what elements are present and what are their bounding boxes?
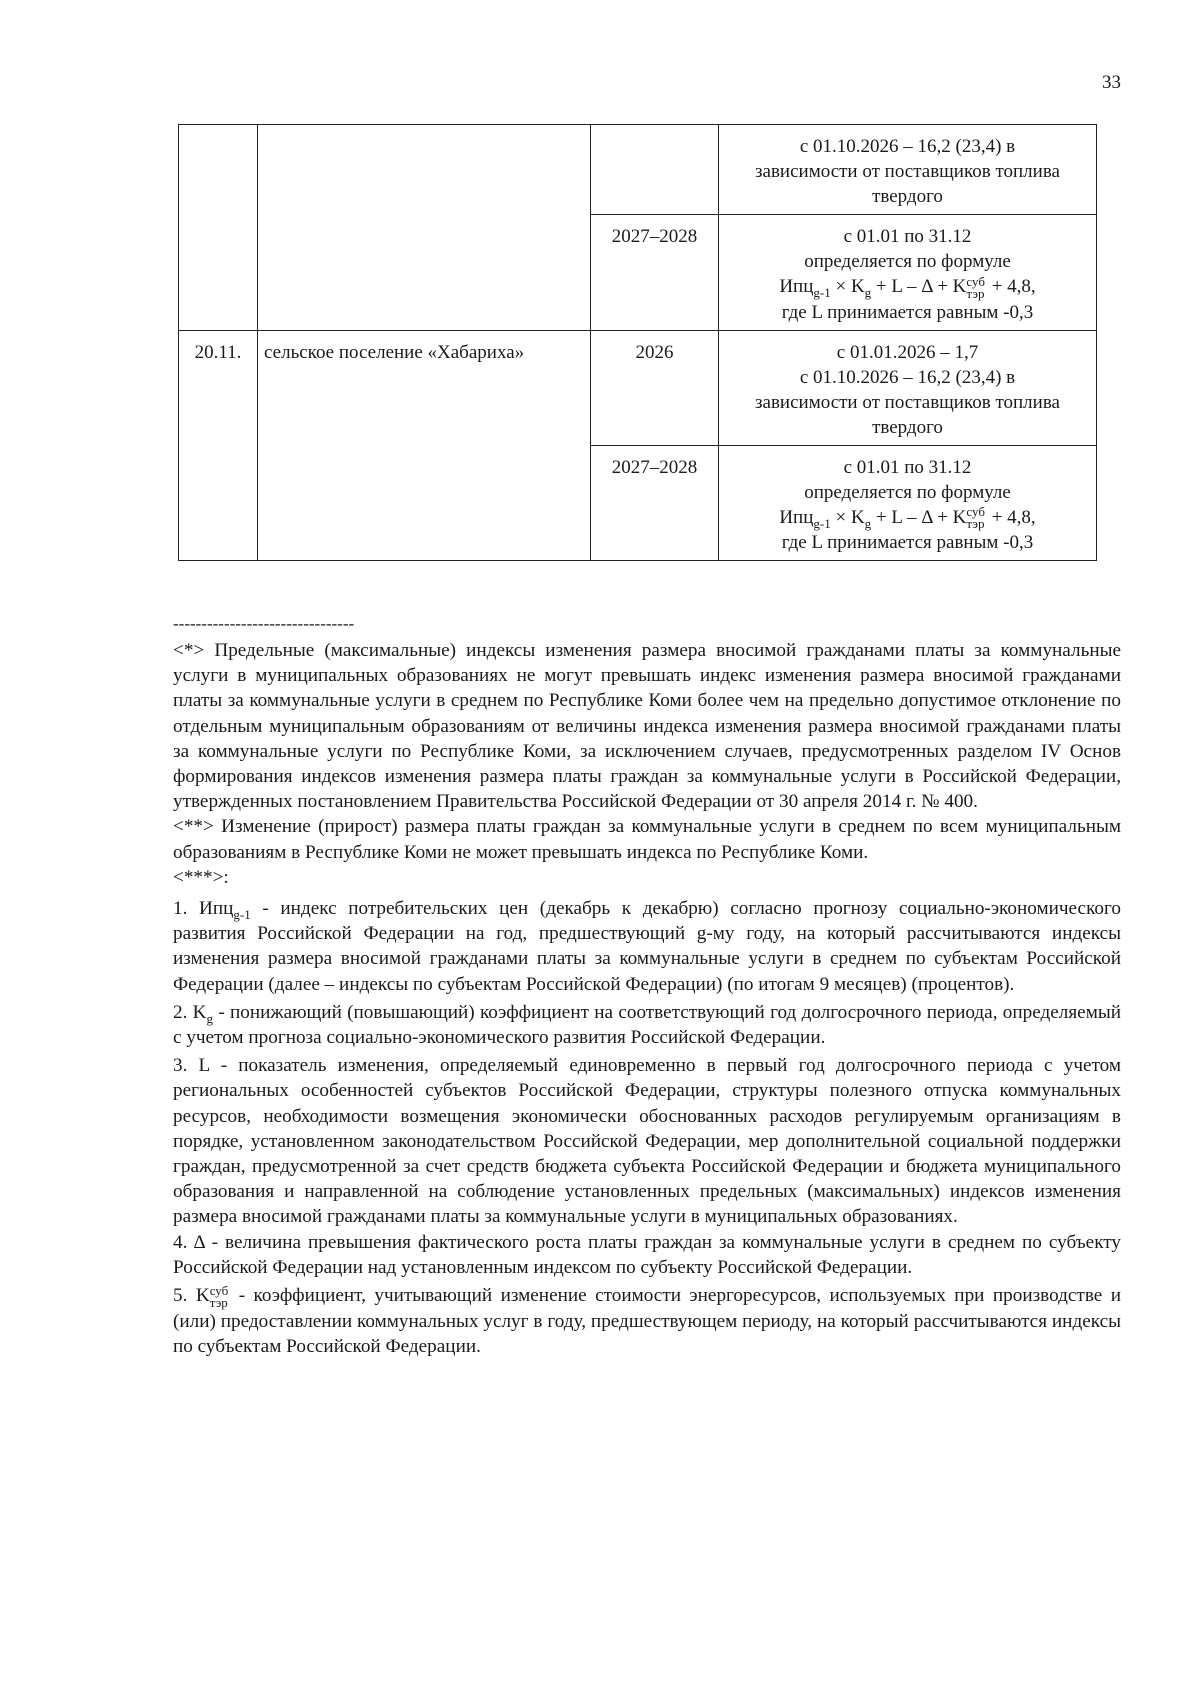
- detail-line: с 01.01 по 31.12: [843, 226, 972, 247]
- list-item-subscript: тэр: [209, 1294, 228, 1310]
- footnote-3-label: <***>:: [173, 866, 229, 888]
- detail-line: где L принимается равным -0,3: [781, 532, 1034, 554]
- detail-line: твердого: [872, 186, 943, 207]
- list-item: [173, 1000, 1121, 1050]
- table-cell-detail: [719, 445, 1097, 561]
- list-item: 3. L - показатель изменения, определяемый единовременно в первый год долгосрочного периода с учетом региональных особенностей субъектов Российской Федерации, структуры полезного отпуска коммунальных ресурсов, необходимости возмещения экономически обоснованных расходов регулируемым организациям в порядке, установленном законодательством Российской Федерации, мер дополнительной социальной поддержки граждан, предусмотренной за счет средств бюджета субъекта Российской Федерации и бюджета муниципального образования и направленной на соблюдение установленных предельных (максимальных) индексов изменения размера вносимой гражданами платы за коммунальные услуги в муниципальных образованиях.: [173, 1055, 1121, 1228]
- detail-line: где L принимается равным -0,3: [781, 301, 1034, 323]
- formula-supsub: [966, 506, 985, 530]
- footnote-2: <**> Изменение (прирост) размера платы граждан за коммунальные услуги в среднем по всем муниципальным образованиям в Республике Коми не может превышать индекса по Республике Коми.: [173, 816, 1121, 863]
- table-cell-period: [591, 125, 719, 215]
- footnotes: [173, 638, 1121, 1359]
- formula-superscript: суб: [966, 273, 985, 289]
- table-row: [179, 330, 1097, 445]
- table-cell-detail: [719, 215, 1097, 331]
- formula-superscript: суб: [966, 504, 985, 520]
- detail-line: зависимости от поставщиков топлива: [755, 391, 1060, 413]
- detail-line: с 01.10.2026 – 16,2 (23,4) в: [799, 136, 1016, 157]
- table-cell-period: 2027–2028: [591, 215, 719, 331]
- table-cell-name: [258, 125, 591, 331]
- footnote-1: <*> Предельные (максимальные) индексы изменения размера вносимой гражданами платы за коммунальные услуги в муниципальных образованиях не могут превышать индекс изменения размера вносимой гражданами платы за коммунальные услуги в среднем по Республике Коми более чем на предельно допустимое отклонение по отдельным муниципальным образованиям от величины индекса изменения размера вносимой гражданами платы за коммунальные услуги по Республике Коми, за исключением случаев, предусмотренных разделом IV Основ формирования индексов изменения размера платы граждан за коммунальные услуги в Российской Федерации, утвержденных постановлением Правительства Российской Федерации от 30 апреля 2014 г. № 400.: [173, 640, 1121, 813]
- table-cell-number: [179, 125, 258, 331]
- list-item-prefix: 1. Ипц: [173, 898, 234, 920]
- formula-supsub: [966, 273, 985, 301]
- detail-line: твердого: [872, 416, 943, 438]
- list-item: 4. Δ - величина превышения фактического роста платы граждан за коммунальные услуги в среднем по субъекту Российской Федерации над установленным индексом по субъекту Российской Федерации.: [173, 1231, 1121, 1278]
- detail-line: с 01.01.2026 – 1,7: [836, 341, 979, 363]
- detail-line: с 01.01 по 31.12: [843, 456, 972, 478]
- formula: [725, 505, 1090, 531]
- list-item: [173, 896, 1121, 997]
- detail-line: определяется по формуле: [804, 251, 1011, 272]
- formula-part: × K: [830, 276, 865, 297]
- tariff-table: [178, 124, 1097, 561]
- list-item-subscript: g: [206, 1010, 214, 1026]
- list-item-supsub: [209, 1282, 229, 1310]
- formula-subscript: g: [864, 515, 872, 531]
- table-row: [179, 125, 1097, 215]
- formula: [725, 274, 1090, 300]
- formula-part: + L – Δ + K: [871, 276, 967, 297]
- detail-line: определяется по формуле: [804, 481, 1011, 503]
- list-item: [173, 1283, 1121, 1359]
- footnote-separator: --------------------------------: [173, 614, 355, 633]
- list-item-text: - понижающий (повышающий) коэффициент на соответствующий год долгосрочного периода, определяемый с учетом прогноза социально-экономического развития Российской Федерации.: [173, 1001, 1122, 1049]
- formula-subscript: g-1: [813, 284, 831, 300]
- list-item-prefix: 2. K: [173, 1001, 207, 1023]
- formula-part: + 4,8,: [986, 276, 1036, 297]
- formula-part: + L – Δ + K: [871, 506, 967, 528]
- formula-subscript: g-1: [813, 515, 831, 531]
- table-cell-number: 20.11.: [179, 330, 258, 561]
- formula-subscript: g: [864, 284, 872, 300]
- table-cell-detail: [719, 330, 1097, 445]
- list-item-subscript: g-1: [233, 906, 251, 922]
- table-cell-name: сельское поселение «Хабариха»: [258, 330, 591, 561]
- formula-part: Ипц: [779, 506, 814, 528]
- detail-line: с 01.10.2026 – 16,2 (23,4) в: [799, 366, 1016, 388]
- list-item-text: - коэффициент, учитывающий изменение стоимости энергоресурсов, используемых при производстве и (или) предоставлении коммунальных услуг в году, предшествующем периоду, на который рассчитываются индексы по субъектам Российской Федерации.: [173, 1285, 1121, 1357]
- formula-part: × K: [830, 506, 865, 528]
- formula-subscript: тэр: [966, 516, 985, 532]
- table-cell-detail: [719, 125, 1097, 215]
- list-item-prefix: 5. K: [173, 1285, 210, 1307]
- detail-line: зависимости от поставщиков топлива: [755, 161, 1060, 182]
- table-cell-period: 2026: [591, 330, 719, 445]
- table-cell-period: 2027–2028: [591, 445, 719, 561]
- list-item-text: - индекс потребительских цен (декабрь к декабрю) согласно прогнозу социально-экономического развития Российской Федерации на год, предшествующий g-му году, на который рассчитываются индексы изменения размера вносимой гражданами платы за коммунальные услуги в среднем по субъектам Российской Федерации (далее – индексы по субъектам Российской Федерации) (по итогам 9 месяцев) (процентов).: [173, 898, 1121, 995]
- page-number: 33: [1102, 72, 1121, 93]
- list-item-superscript: суб: [209, 1282, 229, 1298]
- formula-part: Ипц: [779, 276, 814, 297]
- formula-subscript: тэр: [966, 285, 985, 301]
- formula-part: + 4,8,: [986, 506, 1036, 528]
